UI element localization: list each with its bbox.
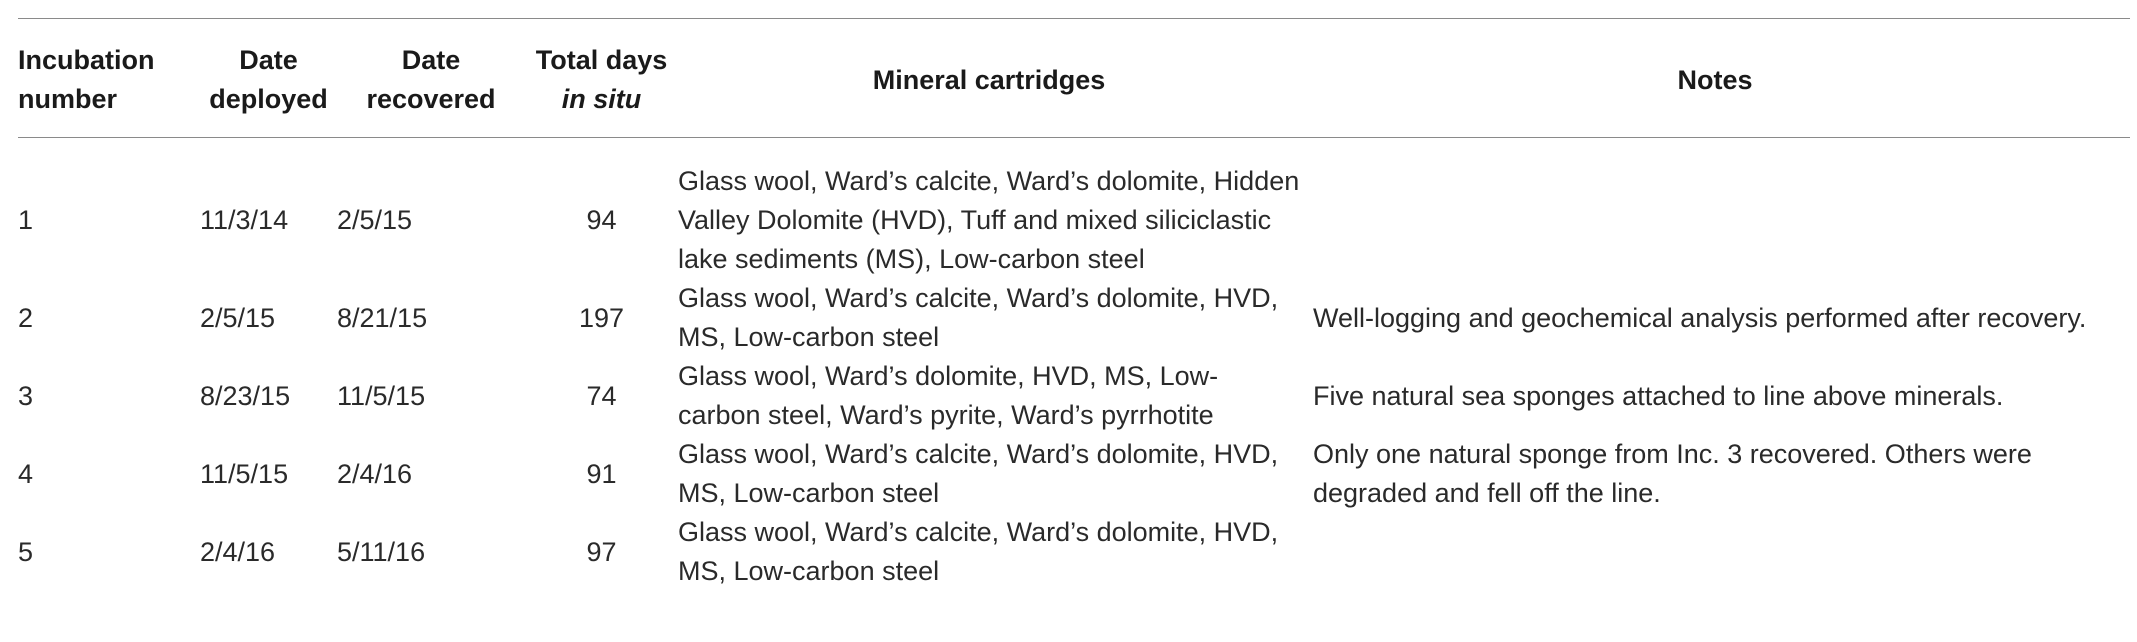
cell-date-recovered: 5/11/16 xyxy=(337,536,426,567)
cell-incubation-number: 4 xyxy=(18,458,34,489)
header-notes: Notes xyxy=(1677,64,1753,95)
cell-incubation-number: 5 xyxy=(18,536,34,567)
cell-date-deployed: 2/4/16 xyxy=(200,536,276,567)
cell-incubation-number: 2 xyxy=(18,302,34,333)
cell-date-recovered: 2/5/15 xyxy=(337,205,413,235)
cell-date-recovered: 8/21/15 xyxy=(337,302,428,333)
header-date-deployed xyxy=(200,19,337,138)
header-date-recovered xyxy=(337,19,525,138)
cell-total-days: 91 xyxy=(586,458,617,489)
cell-notes xyxy=(1300,279,2130,357)
header-total-days xyxy=(525,19,678,138)
header-total-days-line2: in situ xyxy=(561,84,642,114)
header-recovered-line2: recovered xyxy=(366,84,496,114)
incubation-table xyxy=(18,18,2130,591)
cell-date-deployed: 11/3/14 xyxy=(200,205,289,235)
cell-mineral-cartridges: Glass wool, Ward’s dolomite, HVD, MS, Low-carbon steel, Ward’s pyrite, Ward’s pyrrhotite xyxy=(678,361,1219,430)
cell-incubation-number: 3 xyxy=(18,380,34,411)
cell-total-days: 97 xyxy=(586,536,617,567)
header-total-days-line1: Total days xyxy=(535,45,668,75)
cell-total-days: 94 xyxy=(586,205,617,235)
body-spacer xyxy=(18,138,2130,163)
cell-notes xyxy=(1300,162,2130,279)
cell-total-days: 197 xyxy=(578,302,625,333)
cell-date-recovered: 2/4/16 xyxy=(337,458,413,489)
cell-mineral-cartridges: Glass wool, Ward’s calcite, Ward’s dolomite, HVD, MS, Low-carbon steel xyxy=(678,439,1279,508)
notes-text: Only one natural sponge from Inc. 3 recovered. Others were degraded and fell off the line. xyxy=(1313,439,2032,508)
cell-mineral-cartridges: Glass wool, Ward’s calcite, Ward’s dolomite, HVD, MS, Low-carbon steel xyxy=(678,283,1279,352)
table-row xyxy=(18,162,2130,279)
header-recovered-line1: Date xyxy=(401,45,461,75)
cell-total-days: 74 xyxy=(586,380,617,411)
header-row xyxy=(18,19,2130,138)
table-row xyxy=(18,357,2130,435)
table-row xyxy=(18,435,2130,513)
table-body xyxy=(18,138,2130,592)
cell-date-deployed: 8/23/15 xyxy=(200,380,291,411)
table-row xyxy=(18,513,2130,591)
header-incubation-line1: Incubation xyxy=(18,45,155,75)
cell-incubation-number: 1 xyxy=(18,205,34,235)
notes-text: Well-logging and geochemical analysis performed after recovery. xyxy=(1313,302,2087,333)
cell-mineral-cartridges: Glass wool, Ward’s calcite, Ward’s dolomite, HVD, MS, Low-carbon steel xyxy=(678,517,1279,586)
cell-mineral-cartridges: Glass wool, Ward’s calcite, Ward’s dolomite, Hidden Valley Dolomite (HVD), Tuff and mixed siliciclastic lake sediments (MS), Low-carbon steel xyxy=(678,166,1300,274)
header-deployed-line2: deployed xyxy=(209,84,328,114)
notes-text: Five natural sea sponges attached to line above minerals. xyxy=(1313,380,2004,411)
table-header xyxy=(18,19,2130,138)
cell-notes xyxy=(1300,435,2130,513)
table-row xyxy=(18,279,2130,357)
header-deployed-line1: Date xyxy=(239,45,298,75)
cell-notes xyxy=(1300,513,2130,591)
header-incubation-number xyxy=(18,19,200,138)
header-incubation-line2: number xyxy=(18,84,118,114)
header-mineral-cartridges: Mineral cartridges xyxy=(872,64,1106,95)
cell-notes xyxy=(1300,357,2130,435)
cell-date-recovered: 11/5/15 xyxy=(337,380,426,411)
cell-date-deployed: 2/5/15 xyxy=(200,302,276,333)
cell-date-deployed: 11/5/15 xyxy=(200,458,289,489)
